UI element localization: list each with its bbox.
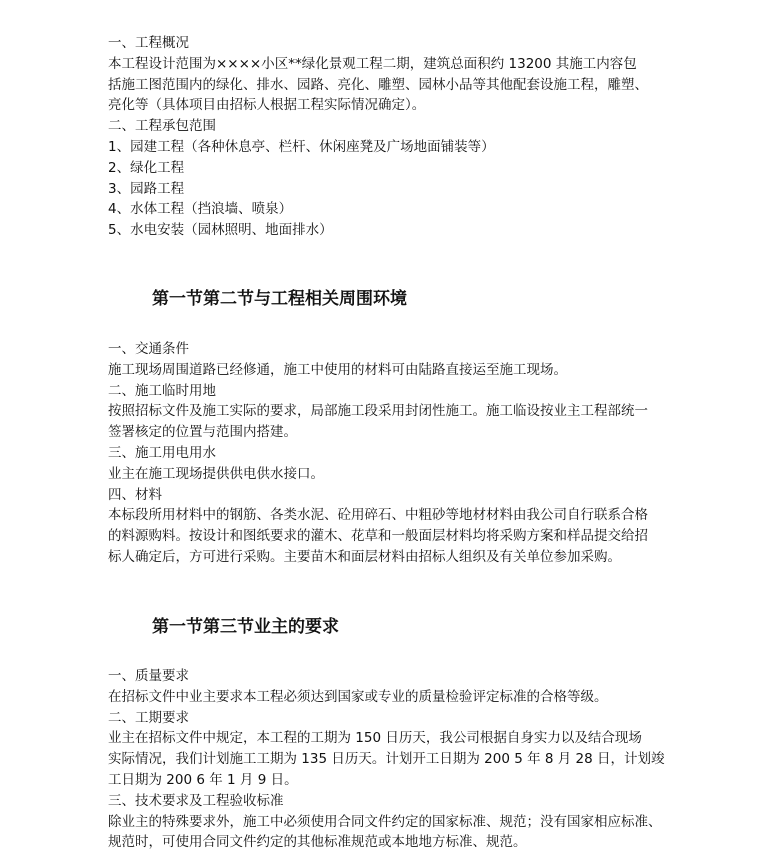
section-title-traffic: 一、交通条件 [108, 341, 189, 357]
surroundings-section [108, 339, 668, 568]
heading-surroundings: 第一节第二节与工程相关周围环境 [152, 289, 407, 309]
paragraph-line: 标人确定后，方可进行采购。主要苗木和面层材料由招标人组织及有关单位参加采购。 [108, 548, 621, 565]
heading-owner-requirements: 第一节第三节业主的要求 [152, 617, 339, 637]
paragraph-line: 业主在招标文件中规定，本工程的工期为 150 日历天，我公司根据自身实力以及结合现场 [108, 730, 642, 747]
list-item: 3、园路工程 [108, 180, 185, 197]
section-title-quality: 一、质量要求 [108, 668, 189, 684]
paragraph-line: 施工现场周围道路已经修通，施工中使用的材料可由陆路直接运至施工现场。 [108, 361, 567, 378]
paragraph-line: 在招标文件中业主要求本工程必须达到国家或专业的质量检验评定标准的合格等级。 [108, 688, 608, 705]
paragraph-line: 签署核定的位置与范围内搭建。 [108, 424, 297, 441]
paragraph-line: 的料源购料。按设计和图纸要求的灌木、花草和一般面层材料均将采购方案和样品提交给招 [108, 528, 648, 545]
section-title-technical: 三、技术要求及工程验收标准 [108, 792, 284, 809]
paragraph-line: 本标段所用材料中的钢筋、各类水泥、砼用碎石、中粗砂等地材材料由我公司自行联系合格 [108, 507, 648, 524]
section-title-overview: 一、工程概况 [108, 35, 189, 51]
section-title-temp-land: 二、施工临时用地 [108, 382, 216, 399]
paragraph-line: 业主在施工现场提供供电供水接口。 [108, 465, 324, 482]
section-title-schedule: 二、工期要求 [108, 709, 189, 726]
section-title-scope: 二、工程承包范围 [108, 118, 216, 135]
owner-requirements-section [108, 666, 668, 853]
list-item: 1、园建工程（各种休息亭、栏杆、休闲座凳及广场地面铺装等） [108, 138, 495, 155]
paragraph-line: 按照招标文件及施工实际的要求，局部施工段采用封闭性施工。施工临设按业主工程部统一 [108, 403, 648, 420]
project-overview-section [108, 33, 668, 241]
paragraph-line: 规范时，可使用合同文件约定的其他标准规范或本地地方标准、规范。 [108, 834, 527, 851]
section-title-utilities: 三、施工用电用水 [108, 444, 216, 461]
list-item: 2、绿化工程 [108, 159, 185, 176]
list-item: 4、水体工程（挡浪墙、喷泉） [108, 201, 293, 218]
paragraph-line: 实际情况，我们计划施工工期为 135 日历天。计划开工日期为 200 5 年 8 月 28 日，计划竣 [108, 751, 665, 768]
section-title-materials: 四、材料 [108, 486, 162, 503]
paragraph-line: 工日期为 200 6 年 1 月 9 日。 [108, 771, 298, 788]
paragraph-line: 除业主的特殊要求外，施工中必须使用合同文件约定的国家标准、规范；没有国家相应标准、 [108, 813, 662, 830]
list-item: 5、水电安装（园林照明、地面排水） [108, 222, 333, 239]
paragraph-line: 本工程设计范围为××××小区**绿化景观工程二期，建筑总面积约 13200 其施工内容包 [108, 55, 637, 72]
paragraph-line: 亮化等（具体项目由招标人根据工程实际情况确定）。 [108, 97, 426, 114]
paragraph-line: 括施工图范围内的绿化、排水、园路、亮化、雕塑、园林小品等其他配套设施工程，雕塑、 [108, 76, 648, 93]
